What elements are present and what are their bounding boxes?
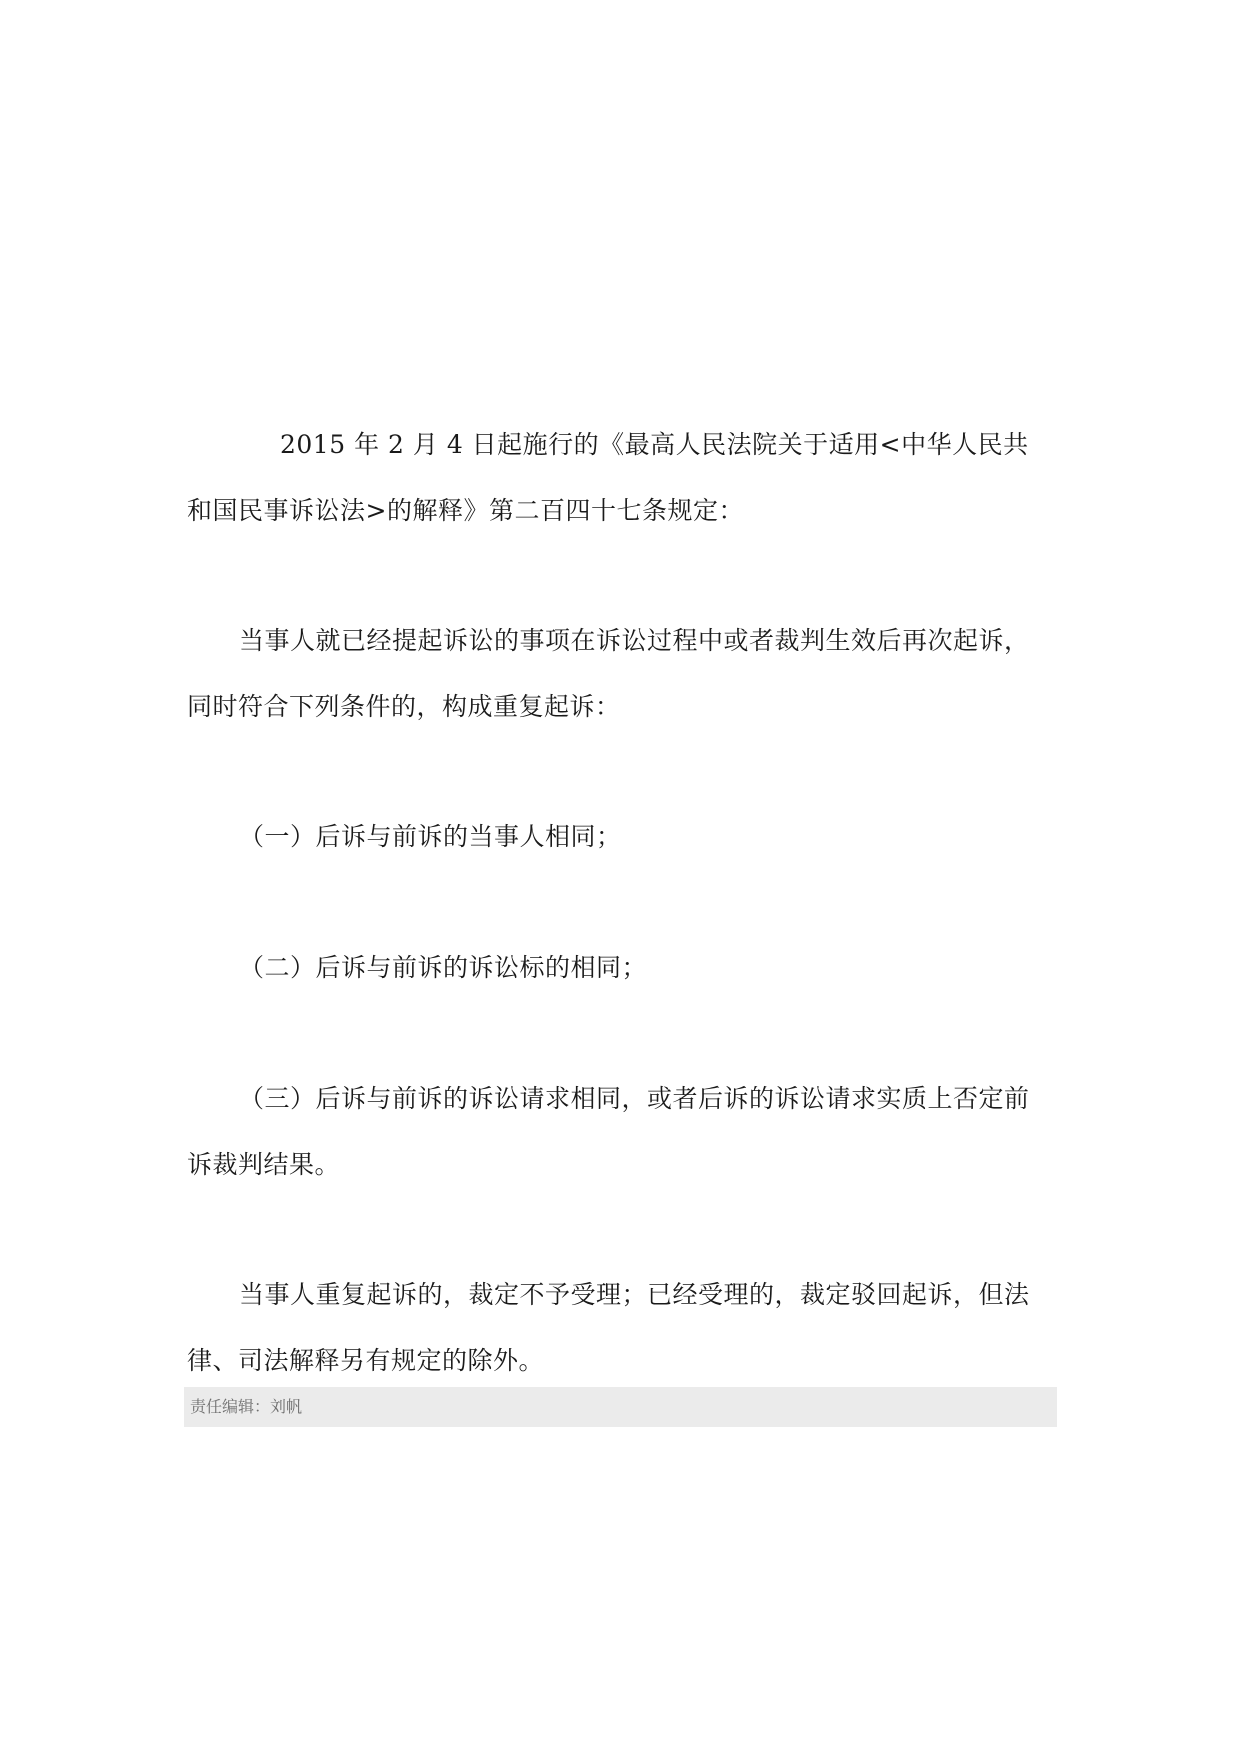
condition-item-3: （三）后诉与前诉的诉讼请求相同，或者后诉的诉讼请求实质上否定前诉裁判结果。 (187, 1084, 1030, 1179)
intro-paragraph: 2015 年 2 月 4 日起施行的《最高人民法院关于适用<中华人民共和国民事诉讼法>的解释》第二百四十七条规定： (187, 430, 1029, 525)
rule-paragraph: 当事人就已经提起诉讼的事项在诉讼过程中或者裁判生效后再次起诉，同时符合下列条件的，构成重复起诉： (187, 626, 1030, 721)
condition-item-1: （一）后诉与前诉的当事人相同； (239, 822, 622, 851)
editor-footer-bar (184, 1387, 1057, 1427)
condition-item-2: （二）后诉与前诉的诉讼标的相同； (239, 953, 648, 982)
conclusion-paragraph: 当事人重复起诉的，裁定不予受理；已经受理的，裁定驳回起诉，但法律、司法解释另有规定的除外。 (187, 1280, 1030, 1375)
editor-credit: 责任编辑：刘帆 (190, 1397, 303, 1416)
